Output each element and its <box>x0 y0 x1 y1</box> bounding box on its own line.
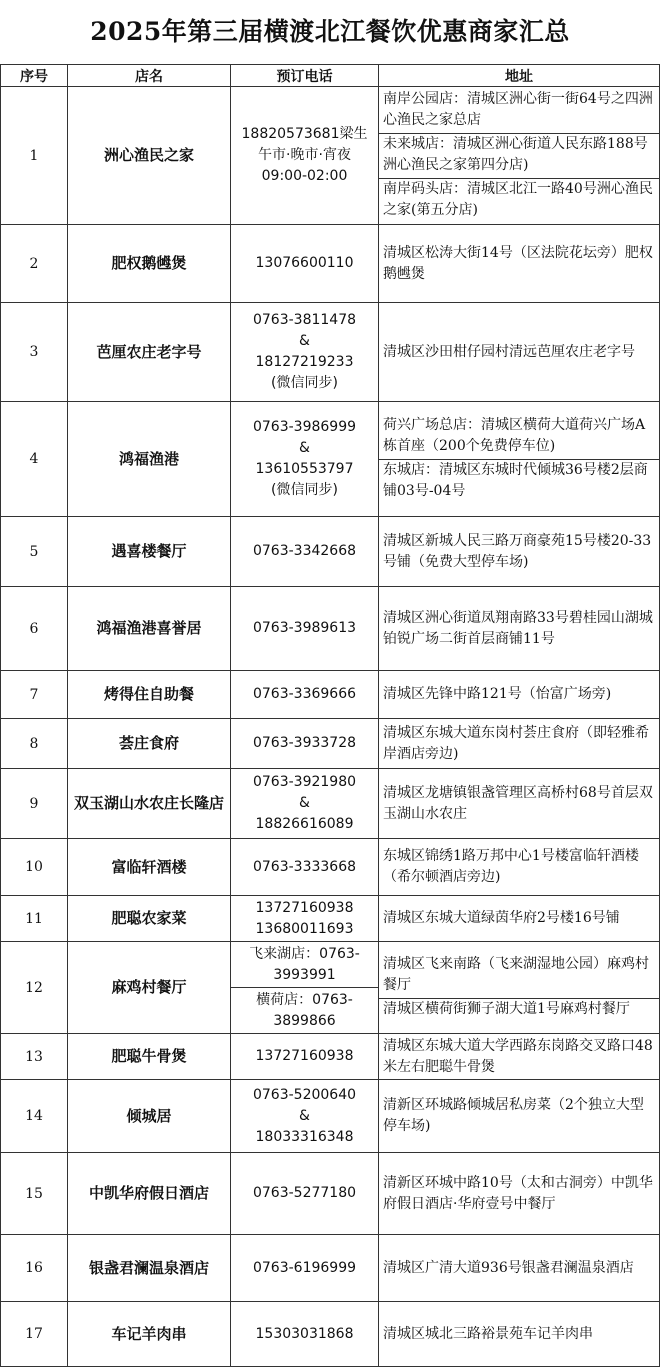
phone-line: & <box>299 795 310 811</box>
phone-line: 09:00-02:00 <box>261 168 348 184</box>
restaurant-name: 遇喜楼餐厅 <box>68 517 231 587</box>
address-cell: 清城区龙塘镇银盏管理区高桥村68号首层双玉湖山水农庄 <box>379 769 660 839</box>
phone-cell <box>231 225 379 303</box>
phone-cell <box>231 671 379 719</box>
restaurant-name: 烤得住自助餐 <box>68 671 231 719</box>
address-cell <box>379 402 660 517</box>
restaurant-name: 鸿福渔港喜誉居 <box>68 587 231 671</box>
restaurant-name: 荟庄食府 <box>68 719 231 769</box>
phone-cell <box>231 942 379 1034</box>
row-index: 5 <box>1 517 68 587</box>
restaurant-name: 银盏君澜温泉酒店 <box>68 1235 231 1302</box>
table-row <box>1 839 660 896</box>
table-row <box>1 1080 660 1153</box>
phone-line: 0763-5200640 <box>252 1086 357 1103</box>
address-cell: 清城区东城大道绿茵华府2号楼16号铺 <box>379 896 660 942</box>
table-row <box>1 303 660 402</box>
table-row <box>1 1302 660 1367</box>
phone-number: 飞来湖店：0763-3993991 <box>231 942 378 988</box>
phone-line: 0763-3811478 <box>252 312 357 328</box>
row-index: 7 <box>1 671 68 719</box>
address-line: 清城区横荷街狮子湖大道1号麻鸡村餐厅 <box>383 1000 630 1017</box>
restaurant-name: 洲心渔民之家 <box>68 87 231 225</box>
restaurant-name: 鸿福渔港 <box>68 402 231 517</box>
phone-cell <box>231 303 379 402</box>
phone-line: 18820573681梁生 <box>241 126 368 142</box>
address-cell <box>379 942 660 1034</box>
row-index: 6 <box>1 587 68 671</box>
phone-line: 18127219233 <box>255 354 354 370</box>
table-row <box>1 517 660 587</box>
address-cell: 清新区环城中路10号（太和古洞旁）中凯华府假日酒店·华府壹号中餐厅 <box>379 1153 660 1235</box>
table-row <box>1 587 660 671</box>
header-phone: 预订电话 <box>231 65 379 87</box>
phone-cell <box>231 1153 379 1235</box>
address-line: 清城区飞来南路（飞来湖湿地公园）麻鸡村餐厅 <box>379 954 659 999</box>
restaurant-name: 肥聪农家菜 <box>68 896 231 942</box>
restaurant-name: 中凯华府假日酒店 <box>68 1153 231 1235</box>
phone-line: 午市·晚市·宵夜 <box>258 147 351 163</box>
restaurant-name: 麻鸡村餐厅 <box>68 942 231 1034</box>
table-row <box>1 1153 660 1235</box>
header-address: 地址 <box>379 65 660 87</box>
restaurant-name: 车记羊肉串 <box>68 1302 231 1367</box>
row-index: 17 <box>1 1302 68 1367</box>
address-line: 东城店：清城区东城时代倾城36号楼2层商铺03号-04号 <box>383 461 648 499</box>
address-line: 未来城店：清城区洲心街道人民东路188号洲心渔民之家第四分店) <box>379 134 659 179</box>
table-row <box>1 402 660 517</box>
table-row <box>1 87 660 225</box>
row-index: 10 <box>1 839 68 896</box>
table-row <box>1 719 660 769</box>
phone-line: 13680011693 <box>255 920 354 937</box>
phone-line: 13076600110 <box>255 255 354 271</box>
header-name: 店名 <box>68 65 231 87</box>
phone-line: 13610553797 <box>255 461 354 477</box>
restaurant-name: 倾城居 <box>68 1080 231 1153</box>
address-cell: 东城区锦绣1路万邦中心1号楼富临轩酒楼（希尔顿酒店旁边) <box>379 839 660 896</box>
address-cell: 清城区新城人民三路万商豪苑15号楼20-33号铺（免费大型停车场) <box>379 517 660 587</box>
address-cell: 清城区广清大道936号银盏君澜温泉酒店 <box>379 1235 660 1302</box>
address-cell: 清城区沙田柑仔园村清远芭厘农庄老字号 <box>379 303 660 402</box>
phone-line: 0763-3369666 <box>252 686 357 702</box>
phone-cell <box>231 517 379 587</box>
phone-line: 0763-5277180 <box>252 1185 357 1201</box>
phone-line: (微信同步) <box>271 375 338 391</box>
phone-cell <box>231 1302 379 1367</box>
restaurant-name: 肥聪牛骨煲 <box>68 1034 231 1080</box>
phone-cell <box>231 719 379 769</box>
row-index: 2 <box>1 225 68 303</box>
phone-cell <box>231 1034 379 1080</box>
phone-cell <box>231 896 379 942</box>
phone-line: 13727160938 <box>255 899 354 916</box>
row-index: 11 <box>1 896 68 942</box>
phone-line: 0763-3986999 <box>252 419 357 435</box>
row-index: 8 <box>1 719 68 769</box>
phone-cell <box>231 769 379 839</box>
merchant-table <box>0 64 660 1367</box>
phone-line: & <box>299 1107 310 1124</box>
phone-line: 13727160938 <box>255 1048 354 1064</box>
row-index: 3 <box>1 303 68 402</box>
phone-line: 15303031868 <box>255 1325 354 1342</box>
table-row <box>1 1034 660 1080</box>
address-cell: 清城区城北三路裕景苑车记羊肉串 <box>379 1302 660 1367</box>
restaurant-name: 双玉湖山水农庄长隆店 <box>68 769 231 839</box>
page-title: 2025年第三届横渡北江餐饮优惠商家汇总 <box>90 17 570 46</box>
row-index: 1 <box>1 87 68 225</box>
phone-line: & <box>299 440 310 456</box>
phone-line: 18033316348 <box>255 1128 354 1145</box>
phone-number: 横荷店：0763-3899866 <box>256 992 353 1029</box>
phone-line: (微信同步) <box>271 482 338 498</box>
address-cell: 清城区先锋中路121号（怡富广场旁) <box>379 671 660 719</box>
row-index: 15 <box>1 1153 68 1235</box>
table-body <box>1 87 660 1367</box>
restaurant-name: 芭厘农庄老字号 <box>68 303 231 402</box>
table-row <box>1 769 660 839</box>
row-index: 12 <box>1 942 68 1034</box>
address-cell: 清城区松涛大街14号（区法院花坛旁）肥权鹅乸煲 <box>379 225 660 303</box>
phone-line: 0763-3921980 <box>252 774 357 790</box>
phone-line: 0763-3989613 <box>252 620 357 636</box>
address-cell: 清城区东城大道大学西路东岗路交叉路口48米左右肥聪牛骨煲 <box>379 1034 660 1080</box>
row-index: 4 <box>1 402 68 517</box>
phone-cell <box>231 1080 379 1153</box>
address-line: 南岸公园店：清城区洲心街一街64号之四洲心渔民之家总店 <box>379 89 659 134</box>
table-row <box>1 942 660 1034</box>
phone-line: 0763-3933728 <box>252 735 357 751</box>
phone-cell <box>231 839 379 896</box>
address-cell: 清城区洲心街道凤翔南路33号碧桂园山湖城铂锐广场二街首层商铺11号 <box>379 587 660 671</box>
address-line: 南岸码头店：清城区北江一路40号洲心渔民之家(第五分店) <box>383 180 653 218</box>
address-cell: 清城区东城大道东岗村荟庄食府（即轻雅希岸酒店旁边) <box>379 719 660 769</box>
phone-cell <box>231 87 379 225</box>
table-row <box>1 671 660 719</box>
phone-line: 0763-3342668 <box>252 543 357 559</box>
row-index: 13 <box>1 1034 68 1080</box>
phone-line: & <box>299 333 310 349</box>
phone-cell <box>231 587 379 671</box>
row-index: 9 <box>1 769 68 839</box>
address-cell: 清新区环城路倾城居私房菜（2个独立大型停车场) <box>379 1080 660 1153</box>
address-cell <box>379 87 660 225</box>
phone-line: 18826616089 <box>255 816 354 832</box>
row-index: 14 <box>1 1080 68 1153</box>
table-row <box>1 896 660 942</box>
table-row <box>1 1235 660 1302</box>
address-line: 荷兴广场总店：清城区横荷大道荷兴广场A栋首座（200个免费停车位) <box>379 415 659 460</box>
table-header-row <box>1 65 660 87</box>
phone-cell <box>231 1235 379 1302</box>
table-row <box>1 225 660 303</box>
phone-cell <box>231 402 379 517</box>
restaurant-name: 富临轩酒楼 <box>68 839 231 896</box>
restaurant-name: 肥权鹅乸煲 <box>68 225 231 303</box>
header-index: 序号 <box>1 65 68 87</box>
phone-line: 0763-3333668 <box>252 858 357 875</box>
row-index: 16 <box>1 1235 68 1302</box>
phone-line: 0763-6196999 <box>252 1259 357 1276</box>
